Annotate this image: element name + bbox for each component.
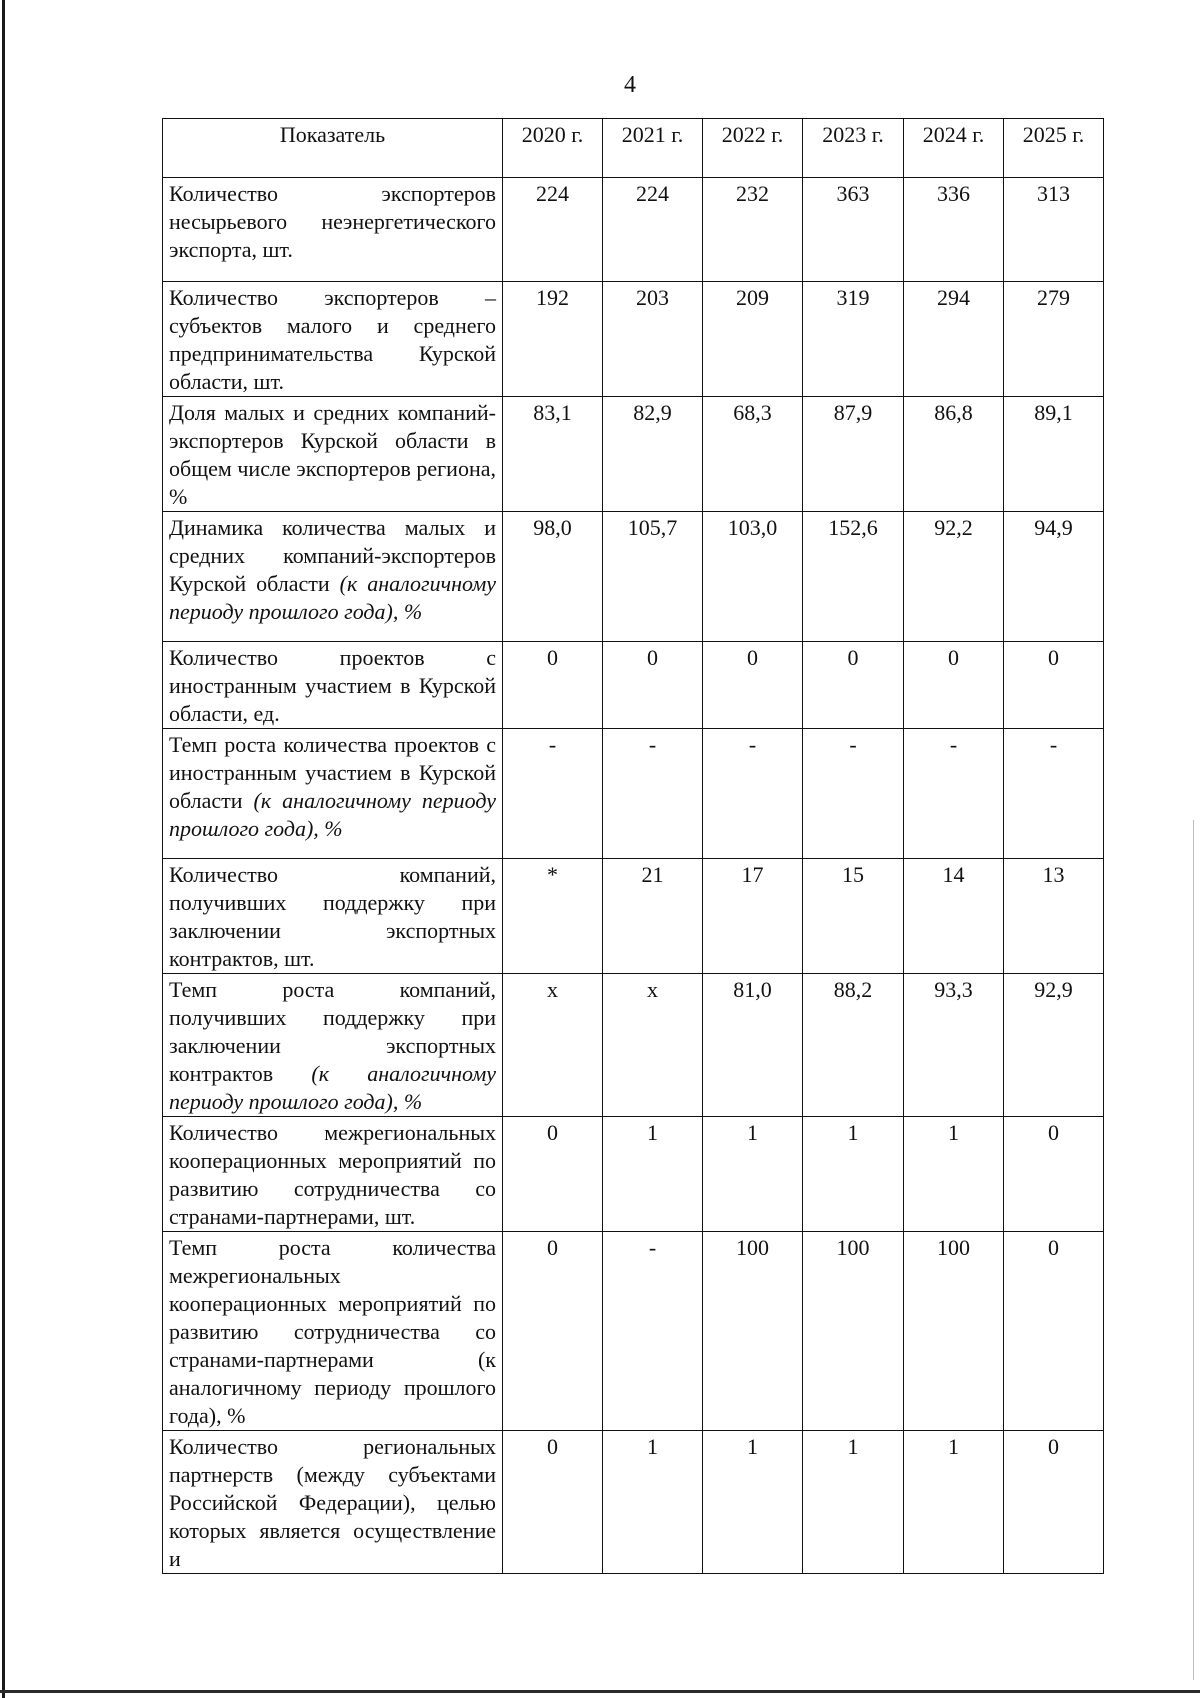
row-value-cell: 0 bbox=[904, 642, 1004, 729]
row-value-cell: 0 bbox=[503, 1232, 603, 1431]
row-value-cell: - bbox=[904, 729, 1004, 859]
row-label-text: Доля малых и средних компаний-экспортеров Курской области в общем числе экспортеров региона, % bbox=[169, 400, 496, 509]
row-value-cell: 0 bbox=[803, 642, 904, 729]
row-value-cell: - bbox=[603, 1232, 703, 1431]
row-value-cell: 1 bbox=[904, 1431, 1004, 1574]
table-header-row bbox=[163, 119, 1104, 178]
row-value-cell: 86,8 bbox=[904, 397, 1004, 512]
row-value-cell: 14 bbox=[904, 859, 1004, 974]
row-value-cell: 224 bbox=[503, 178, 603, 282]
table-row bbox=[163, 1232, 1104, 1431]
header-year: 2023 г. bbox=[803, 119, 904, 178]
row-indicator-label bbox=[163, 1232, 503, 1431]
scan-bottom-border bbox=[0, 1690, 1200, 1693]
row-label-text: Количество региональных партнерств (между субъектами Российской Федерации), целью которых является осуществление и bbox=[169, 1434, 496, 1571]
row-label-italic-text: (к аналогичному периоду прошлого года), % bbox=[169, 1061, 496, 1114]
row-value-cell: 81,0 bbox=[703, 974, 803, 1117]
row-label-italic-text: (к аналогичному периоду прошлого года), % bbox=[169, 571, 496, 624]
scan-left-border bbox=[2, 0, 5, 1698]
row-value-cell: 68,3 bbox=[703, 397, 803, 512]
header-year: 2020 г. bbox=[503, 119, 603, 178]
row-label-text: Количество проектов с иностранным участием в Курской области, ед. bbox=[169, 645, 496, 726]
row-value-cell: - bbox=[503, 729, 603, 859]
row-value-cell: 1 bbox=[703, 1431, 803, 1574]
row-value-cell: 313 bbox=[1004, 178, 1104, 282]
row-value-cell: 192 bbox=[503, 282, 603, 397]
row-value-cell: 100 bbox=[703, 1232, 803, 1431]
row-value-cell: 0 bbox=[503, 1117, 603, 1232]
row-indicator-label bbox=[163, 1431, 503, 1574]
row-value-cell: 232 bbox=[703, 178, 803, 282]
row-value-cell: 100 bbox=[904, 1232, 1004, 1431]
row-value-cell: 0 bbox=[1004, 1431, 1104, 1574]
row-value-cell: 0 bbox=[503, 1431, 603, 1574]
row-indicator-label bbox=[163, 974, 503, 1117]
page-number: 4 bbox=[624, 72, 636, 98]
row-value-cell: 94,9 bbox=[1004, 512, 1104, 642]
header-year: 2021 г. bbox=[603, 119, 703, 178]
row-indicator-label bbox=[163, 512, 503, 642]
indicators-table bbox=[162, 118, 1104, 1574]
row-value-cell: 15 bbox=[803, 859, 904, 974]
row-value-cell: 279 bbox=[1004, 282, 1104, 397]
row-value-cell: 13 bbox=[1004, 859, 1104, 974]
row-indicator-label bbox=[163, 282, 503, 397]
row-value-cell: 103,0 bbox=[703, 512, 803, 642]
row-label-italic-text: (к аналогичному периоду прошлого года), % bbox=[169, 788, 496, 841]
row-value-cell: 83,1 bbox=[503, 397, 603, 512]
table-row bbox=[163, 1117, 1104, 1232]
row-value-cell: 1 bbox=[904, 1117, 1004, 1232]
row-indicator-label bbox=[163, 1117, 503, 1232]
row-value-cell: 0 bbox=[703, 642, 803, 729]
row-value-cell: 93,3 bbox=[904, 974, 1004, 1117]
row-value-cell: 0 bbox=[1004, 1117, 1104, 1232]
row-value-cell: 0 bbox=[603, 642, 703, 729]
row-value-cell: 319 bbox=[803, 282, 904, 397]
row-value-cell: - bbox=[803, 729, 904, 859]
table-row bbox=[163, 178, 1104, 282]
table-row bbox=[163, 859, 1104, 974]
row-value-cell: 336 bbox=[904, 178, 1004, 282]
header-year: 2025 г. bbox=[1004, 119, 1104, 178]
table-row bbox=[163, 1431, 1104, 1574]
row-value-cell: * bbox=[503, 859, 603, 974]
row-value-cell: 1 bbox=[803, 1431, 904, 1574]
row-label-text: Динамика количества малых и средних компаний-экспортеров Курской области bbox=[169, 515, 496, 596]
row-value-cell: 0 bbox=[503, 642, 603, 729]
row-value-cell: 1 bbox=[603, 1431, 703, 1574]
row-value-cell: 92,2 bbox=[904, 512, 1004, 642]
row-value-cell: 82,9 bbox=[603, 397, 703, 512]
table-row bbox=[163, 512, 1104, 642]
table-row bbox=[163, 282, 1104, 397]
row-indicator-label bbox=[163, 729, 503, 859]
row-value-cell: 224 bbox=[603, 178, 703, 282]
row-label-text: Количество межрегиональных кооперационных мероприятий по развитию сотрудничества со странами-партнерами, шт. bbox=[169, 1120, 496, 1229]
row-value-cell: 98,0 bbox=[503, 512, 603, 642]
row-value-cell: - bbox=[603, 729, 703, 859]
row-value-cell: 17 bbox=[703, 859, 803, 974]
header-year: 2024 г. bbox=[904, 119, 1004, 178]
table-row bbox=[163, 974, 1104, 1117]
row-value-cell: 100 bbox=[803, 1232, 904, 1431]
table-row bbox=[163, 397, 1104, 512]
row-indicator-label bbox=[163, 859, 503, 974]
row-value-cell: 1 bbox=[603, 1117, 703, 1232]
row-label-text: Темп роста компаний, получивших поддержку при заключении экспортных контрактов bbox=[169, 977, 496, 1086]
row-value-cell: х bbox=[603, 974, 703, 1117]
row-value-cell: 203 bbox=[603, 282, 703, 397]
row-value-cell: 88,2 bbox=[803, 974, 904, 1117]
row-value-cell: 152,6 bbox=[803, 512, 904, 642]
row-value-cell: 92,9 bbox=[1004, 974, 1104, 1117]
row-value-cell: 105,7 bbox=[603, 512, 703, 642]
row-value-cell: 294 bbox=[904, 282, 1004, 397]
table-row bbox=[163, 642, 1104, 729]
row-value-cell: - bbox=[703, 729, 803, 859]
row-indicator-label bbox=[163, 642, 503, 729]
row-value-cell: 89,1 bbox=[1004, 397, 1104, 512]
header-indicator: Показатель bbox=[163, 119, 503, 178]
row-label-text: Количество экспортеров – субъектов малого и среднего предпринимательства Курской области, шт. bbox=[169, 285, 496, 394]
header-year: 2022 г. bbox=[703, 119, 803, 178]
row-indicator-label bbox=[163, 397, 503, 512]
row-value-cell: 1 bbox=[803, 1117, 904, 1232]
row-label-text: Темп роста количества проектов с иностранным участием в Курской области bbox=[169, 732, 496, 813]
row-value-cell: 0 bbox=[1004, 1232, 1104, 1431]
row-indicator-label bbox=[163, 178, 503, 282]
scan-right-border bbox=[1193, 820, 1194, 1680]
row-value-cell: 209 bbox=[703, 282, 803, 397]
row-label-text: Темп роста количества межрегиональных кооперационных мероприятий по развитию сотрудничества со странами-партнерами (к аналогичному периоду прошлого года), % bbox=[169, 1235, 496, 1428]
table-row bbox=[163, 729, 1104, 859]
row-label-text: Количество экспортеров несырьевого неэнергетического экспорта, шт. bbox=[169, 181, 496, 262]
row-value-cell: 363 bbox=[803, 178, 904, 282]
row-value-cell: 0 bbox=[1004, 642, 1104, 729]
row-value-cell: 21 bbox=[603, 859, 703, 974]
row-value-cell: - bbox=[1004, 729, 1104, 859]
row-label-text: Количество компаний, получивших поддержку при заключении экспортных контрактов, шт. bbox=[169, 862, 496, 971]
row-value-cell: 1 bbox=[703, 1117, 803, 1232]
row-value-cell: 87,9 bbox=[803, 397, 904, 512]
row-value-cell: х bbox=[503, 974, 603, 1117]
